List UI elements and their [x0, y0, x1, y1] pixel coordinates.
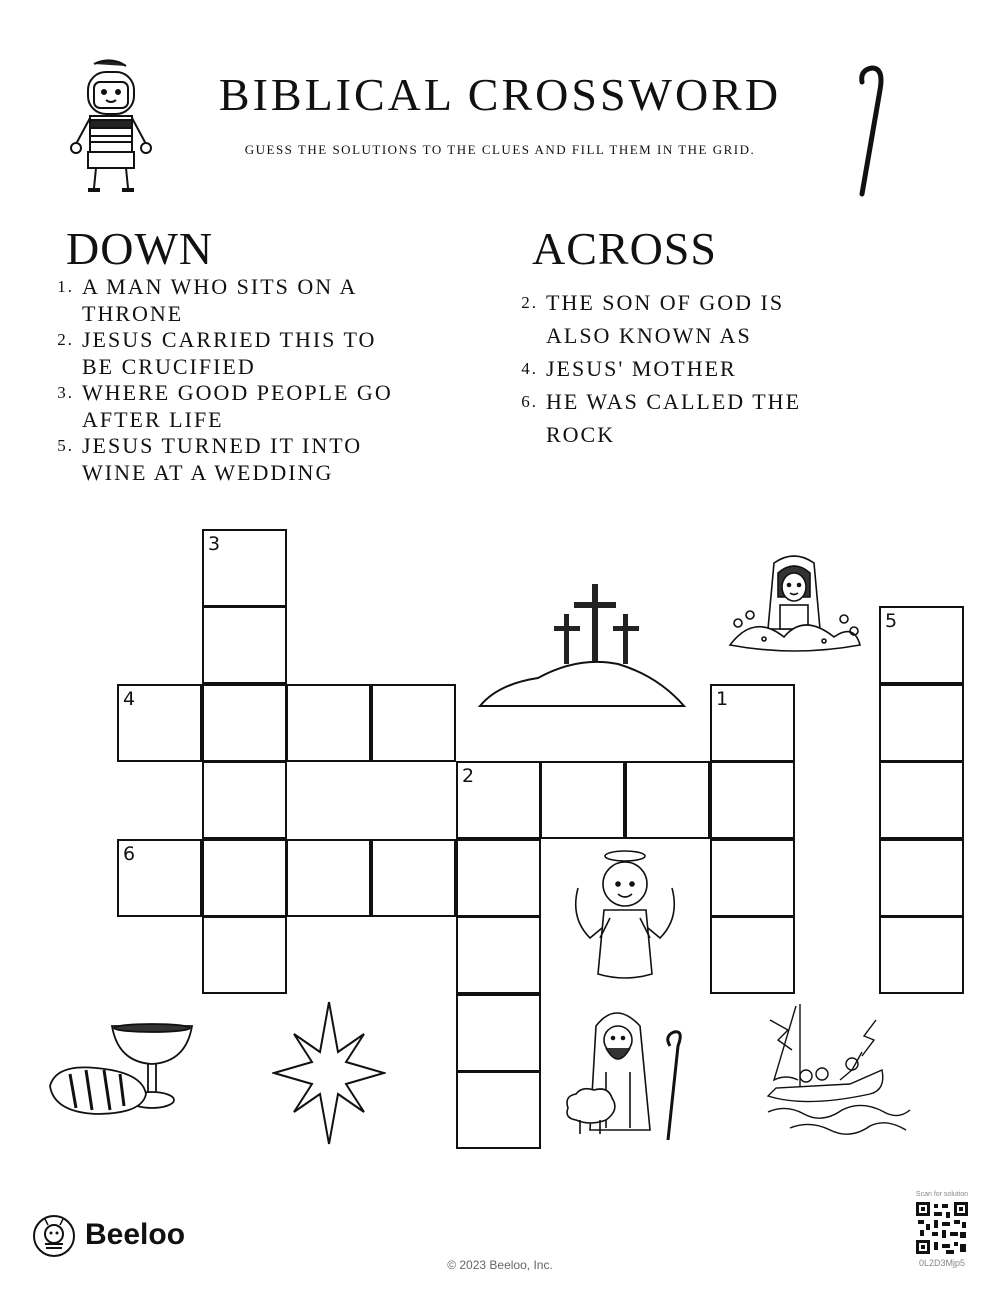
grid-cell[interactable]	[202, 916, 287, 994]
shepherd-staff-icon	[850, 60, 900, 200]
clue-text: THE SON OF GOD IS ALSO KNOWN AS	[546, 290, 785, 348]
cell-number: 6	[123, 843, 136, 865]
down-heading: DOWN	[66, 223, 214, 274]
grid-cell[interactable]	[879, 839, 964, 917]
shepherd-with-lamb-icon	[560, 1000, 692, 1144]
grid-cell[interactable]	[117, 684, 202, 762]
grid-cell[interactable]	[456, 761, 541, 839]
clue-number: 3.	[57, 383, 74, 402]
across-clue-2	[512, 286, 872, 352]
grid-cell[interactable]	[202, 839, 287, 917]
cell-number: 1	[716, 688, 729, 710]
qr-code-icon[interactable]	[916, 1202, 968, 1254]
clue-text: HE WAS CALLED THE ROCK	[546, 389, 802, 447]
mary-in-garden-icon	[724, 553, 864, 663]
across-clue-6	[512, 385, 872, 451]
grid-cell[interactable]	[879, 761, 964, 839]
down-clue-1	[48, 274, 448, 327]
scan-for-solution-label: Scan for solution	[915, 1191, 969, 1198]
grid-cell[interactable]	[456, 839, 541, 917]
copyright-text: © 2023 Beeloo, Inc.	[447, 1258, 553, 1272]
clue-number: 5.	[57, 436, 74, 455]
beeloo-logo-icon	[32, 1214, 76, 1258]
grid-cell[interactable]	[117, 839, 202, 917]
grid-cell[interactable]	[710, 684, 795, 762]
grid-cell[interactable]	[710, 916, 795, 994]
grid-cell[interactable]	[202, 684, 287, 762]
clue-number: 6.	[521, 392, 538, 411]
grid-cell[interactable]	[286, 839, 371, 917]
clue-text: JESUS TURNED IT INTO WINE AT A WEDDING	[82, 433, 363, 485]
grid-cell[interactable]	[202, 529, 287, 607]
clue-number: 2.	[57, 330, 74, 349]
solution-code: 0L2D3Mjp5	[918, 1258, 966, 1268]
grid-cell[interactable]	[540, 761, 625, 839]
page-title: BIBLICAL CROSSWORD	[218, 69, 782, 120]
cell-number: 4	[123, 688, 136, 710]
grid-cell[interactable]	[879, 684, 964, 762]
cell-number: 5	[885, 610, 898, 632]
grid-cell[interactable]	[456, 1071, 541, 1149]
clue-number: 4.	[521, 359, 538, 378]
across-clue-4	[512, 352, 872, 385]
clue-number: 1.	[57, 277, 74, 296]
down-clue-5	[48, 433, 448, 486]
down-clue-2	[48, 327, 448, 380]
grid-cell[interactable]	[710, 839, 795, 917]
boat-in-storm-icon	[766, 1000, 916, 1150]
angel-icon	[570, 848, 680, 988]
cell-number: 2	[462, 765, 475, 787]
clue-text: JESUS CARRIED THIS TO BE CRUCIFIED	[82, 327, 377, 379]
down-clue-list	[48, 274, 448, 486]
page-subtitle: GUESS THE SOLUTIONS TO THE CLUES AND FILL THEM IN THE GRID.	[244, 142, 756, 157]
grid-cell[interactable]	[371, 839, 456, 917]
bread-and-chalice-icon	[46, 1018, 196, 1118]
brand-name: Beeloo	[85, 1218, 186, 1251]
grid-cell[interactable]	[879, 606, 964, 684]
clue-number: 2.	[521, 293, 538, 312]
cell-number: 3	[208, 533, 221, 555]
grid-cell[interactable]	[202, 761, 287, 839]
three-crosses-hill-icon	[478, 580, 688, 712]
grid-cell[interactable]	[456, 994, 541, 1072]
grid-cell[interactable]	[625, 761, 710, 839]
grid-cell[interactable]	[710, 761, 795, 839]
clue-text: JESUS' MOTHER	[546, 356, 737, 381]
star-icon	[272, 1000, 386, 1146]
roman-soldier-icon	[66, 58, 156, 198]
grid-cell[interactable]	[202, 606, 287, 684]
down-clue-3	[48, 380, 448, 433]
clue-text: A MAN WHO SITS ON A THRONE	[82, 274, 357, 326]
clue-text: WHERE GOOD PEOPLE GO AFTER LIFE	[82, 380, 393, 432]
grid-cell[interactable]	[879, 916, 964, 994]
grid-cell[interactable]	[456, 916, 541, 994]
across-clue-list	[512, 286, 872, 451]
grid-cell[interactable]	[286, 684, 371, 762]
across-heading: ACROSS	[532, 223, 717, 274]
grid-cell[interactable]	[371, 684, 456, 762]
